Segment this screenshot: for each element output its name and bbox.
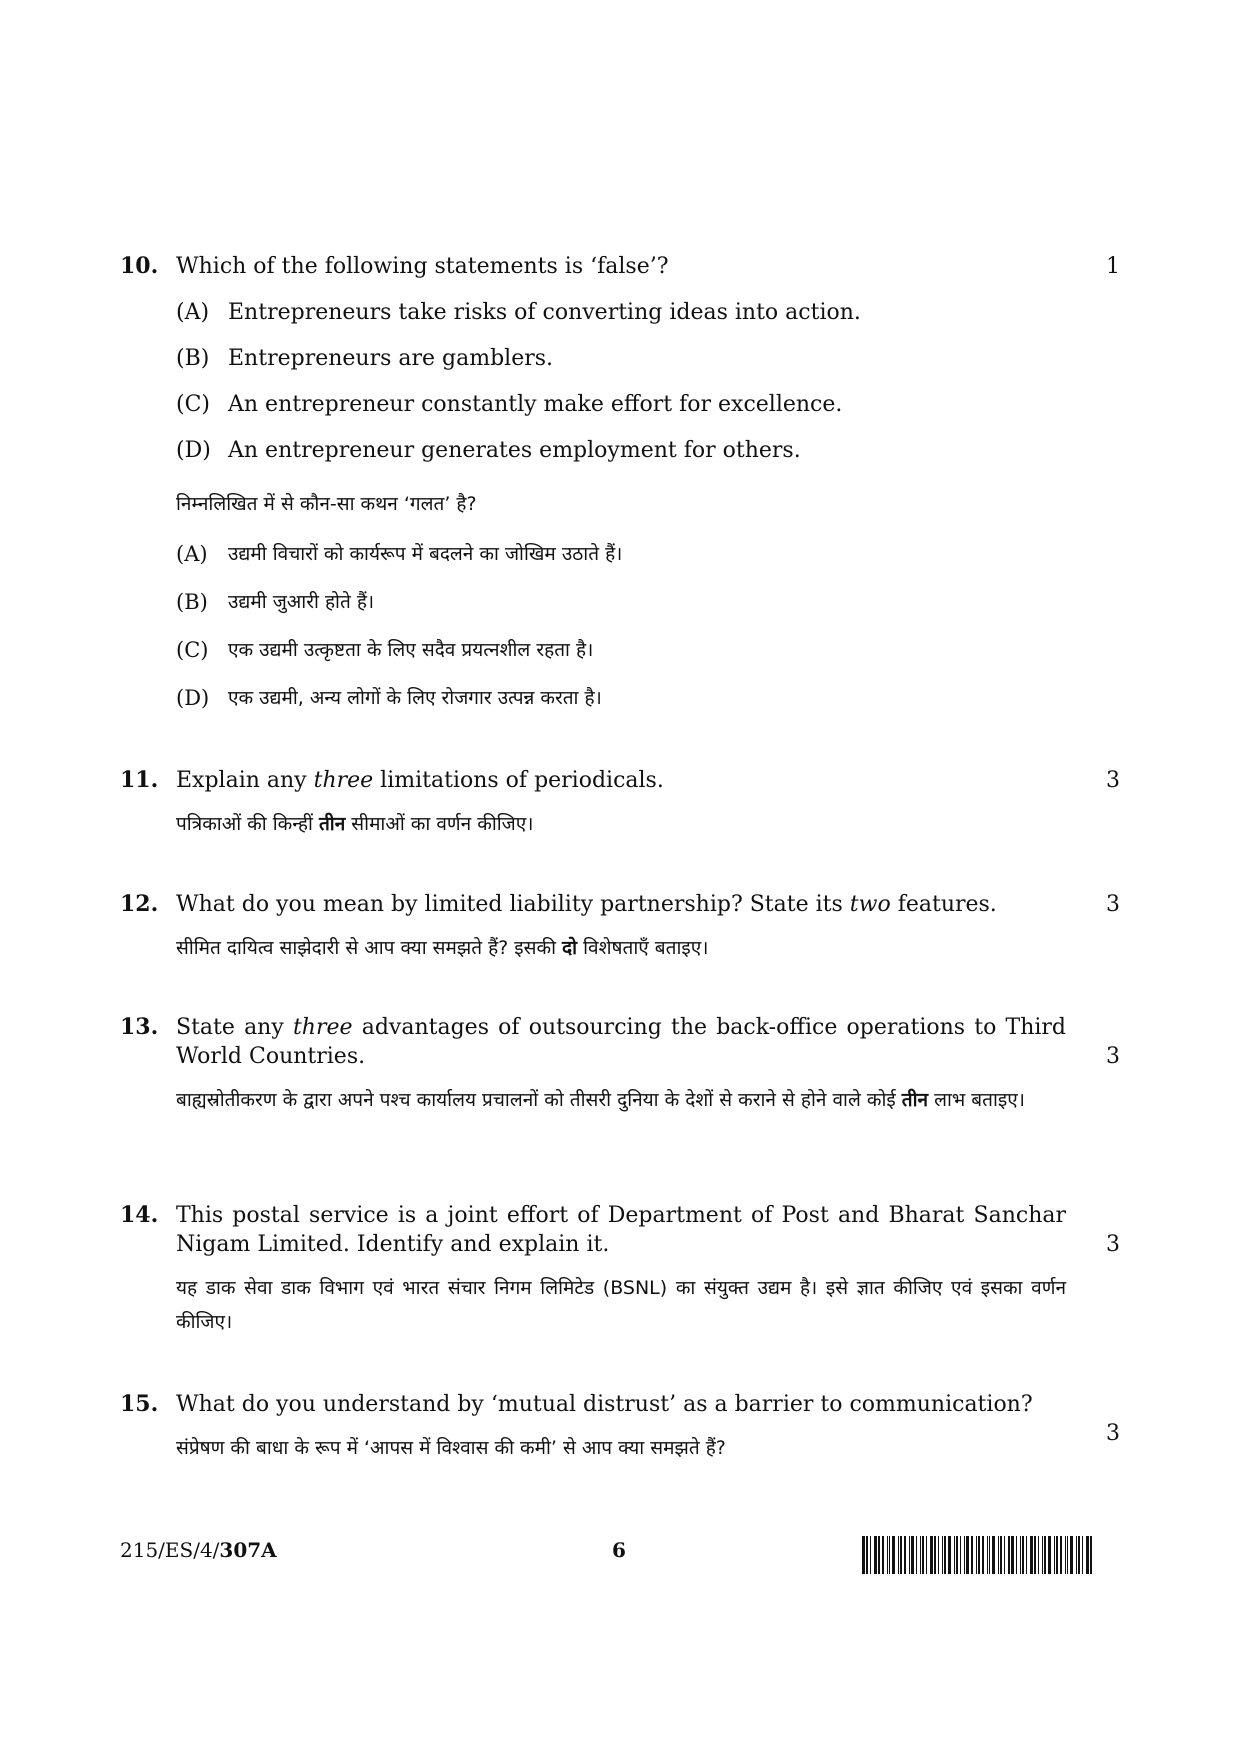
barcode-bar [1090,1536,1092,1574]
barcode-bar [1044,1536,1046,1574]
barcode-bar [954,1536,955,1574]
barcode-bar [904,1536,906,1574]
question-marks: 3 [1106,768,1120,793]
page-number: 6 [612,1538,626,1562]
barcode-bar [982,1536,984,1574]
barcode-bar [1067,1536,1068,1574]
option-c-hindi: (C) एक उद्यमी उत्कृष्टता के लिए सदैव प्रयत्नशील रहता है। [176,638,594,662]
barcode-bar [1011,1536,1014,1574]
barcode-bar [987,1536,988,1574]
barcode-bar [1056,1536,1058,1574]
question-text-hindi: पत्रिकाओं की किन्हीं तीन सीमाओं का वर्णन कीजिए। [176,813,534,835]
barcode-bar [892,1536,895,1574]
question-13 [120,1013,1130,1117]
barcode-bar [964,1536,965,1574]
barcode-bar [1054,1536,1055,1574]
barcode-bar [1076,1536,1077,1574]
barcode-bar [878,1536,880,1574]
barcode-bar [862,1536,865,1574]
barcode-bar [930,1536,933,1574]
question-number: 11. [120,767,159,793]
paper-code: 215/ES/4/307A [120,1538,277,1562]
barcode-bar [866,1536,868,1574]
question-text: State any three advantages of outsourcing the back-office operations to Third World Countries. [176,1015,1066,1069]
question-text: What do you understand by ‘mutual distrust’ as a barrier to communication? [176,1392,1033,1417]
barcode-bar [1030,1536,1033,1574]
option-b: (B) Entrepreneurs are gamblers. [176,346,554,371]
question-text-hindi: सीमित दायित्व साझेदारी से आप क्या समझते हैं? इसकी दो विशेषताएँ बताइए। [176,937,709,959]
barcode-bar [889,1536,890,1574]
barcode-bar [1026,1536,1027,1574]
barcode-bar [938,1536,939,1574]
question-text: Which of the following statements is ‘false’? [176,254,669,279]
question-number: 10. [120,253,159,279]
barcode-bar [1004,1536,1005,1574]
question-text-hindi: यह डाक सेवा डाक विभाग एवं भारत संचार निगम लिमिटेड (BSNL) का संयुक्त उद्यम है। इसे ज्ञात कीजिए एवं इसका वर्णन कीजिए। [176,1277,1066,1333]
barcode-bar [1082,1536,1083,1574]
barcode-bar [922,1536,924,1574]
barcode-bar [1048,1536,1051,1574]
question-number: 12. [120,891,159,917]
barcode-bar [1086,1536,1089,1574]
barcode-bar [971,1536,973,1574]
option-d: (D) An entrepreneur generates employment for others. [176,438,801,463]
barcode-bar [909,1536,910,1574]
question-text-hindi: संप्रेषण की बाधा के रूप में ‘आपस में विश्वास की कमी’ से आप क्या समझते हैं? [176,1437,726,1459]
barcode-bar [942,1536,943,1574]
barcode-bar [870,1536,871,1574]
question-14 [120,1201,1130,1339]
barcode-bar [1042,1536,1043,1574]
question-text: This postal service is a joint effort of Department of Post and Bharat Sanchar Nigam Limited. Identify and explain it. [176,1203,1066,1257]
question-text: Explain any three limitations of periodicals. [176,768,664,793]
barcode-bar [1022,1536,1024,1574]
barcode-bar [920,1536,921,1574]
question-marks: 3 [1106,892,1120,917]
barcode-bar [966,1536,969,1574]
option-c: (C) An entrepreneur constantly make effort for excellence. [176,392,843,417]
barcode-bar [1020,1536,1021,1574]
barcode-bar [998,1536,999,1574]
question-marks: 3 [1106,1232,1120,1257]
barcode-bar [978,1536,980,1574]
question-text: What do you mean by limited liability partnership? State its two features. [176,892,997,917]
barcode-bar [1000,1536,1002,1574]
barcode-bar [926,1536,927,1574]
option-d-hindi: (D) एक उद्यमी, अन्य लोगों के लिए रोजगार उत्पन्न करता है। [176,686,602,710]
barcode-bar [900,1536,902,1574]
question-12 [120,890,1130,965]
barcode-bar [1034,1536,1036,1574]
question-number: 15. [120,1391,159,1417]
barcode [862,1536,1094,1574]
question-number: 13. [120,1014,159,1040]
barcode-bar [882,1536,884,1574]
barcode-bar [956,1536,958,1574]
barcode-bar [1070,1536,1073,1574]
barcode-bar [934,1536,936,1574]
barcode-bar [1060,1536,1062,1574]
barcode-bar [911,1536,914,1574]
barcode-bar [1065,1536,1066,1574]
option-a: (A) Entrepreneurs take risks of converting ideas into action. [176,300,861,325]
barcode-bar [948,1536,951,1574]
barcode-bar [1078,1536,1080,1574]
question-15 [120,1390,1130,1465]
option-a-hindi: (A) उद्यमी विचारों को कार्यरूप में बदलने का जोखिम उठाते हैं। [176,542,623,566]
barcode-bar [916,1536,917,1574]
barcode-bar [1016,1536,1017,1574]
question-text-hindi: निम्नलिखित में से कौन-सा कथन ‘गलत’ है? [176,493,477,515]
barcode-bar [960,1536,961,1574]
question-number: 14. [120,1202,159,1228]
option-b-hindi: (B) उद्यमी जुआरी होते हैं। [176,590,375,614]
question-10 [120,252,1130,713]
question-marks: 3 [1106,1044,1120,1069]
question-11 [120,766,1130,841]
barcode-bar [989,1536,990,1574]
barcode-bar [1038,1536,1039,1574]
barcode-bar [1008,1536,1010,1574]
barcode-bar [944,1536,946,1574]
barcode-bar [898,1536,899,1574]
barcode-bar [992,1536,995,1574]
barcode-bar [887,1536,888,1574]
question-marks: 3 [1106,1421,1120,1446]
barcode-bar [874,1536,877,1574]
barcode-bar [976,1536,977,1574]
question-text-hindi: बाह्यस्रोतीकरण के द्वारा अपने पश्च कार्यालय प्रचालनों को तीसरी दुनिया के देशों से कराने से होने वाले कोई तीन लाभ बताइए। [176,1089,1025,1111]
question-marks: 1 [1106,254,1120,279]
